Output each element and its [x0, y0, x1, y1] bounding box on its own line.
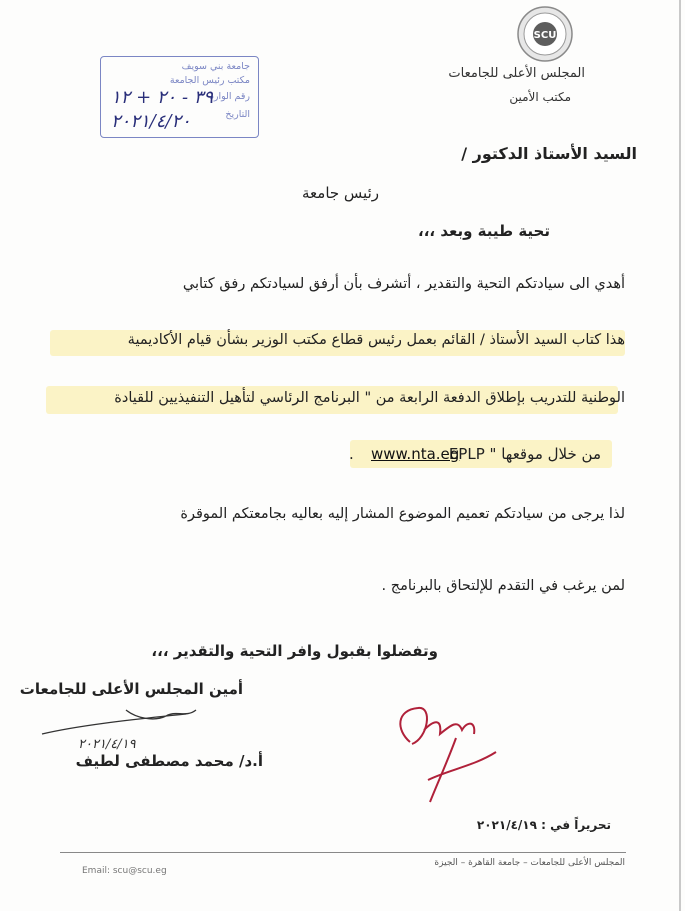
initials-signature [36, 700, 216, 752]
council-name: المجلس الأعلى للجامعات [448, 66, 585, 81]
body-line-2: هذا كتاب السيد الأستاذ / القائم بعمل رئيس قطاع مكتب الوزير بشأن قيام الأكاديمية [127, 332, 625, 348]
stamp-office: مكتب رئيس الجامعة [169, 75, 250, 86]
stamp-date-handwritten: ٢٠٢١/٤/٢٠ [111, 111, 191, 132]
program-text: EPLP " من خلال موقعها [448, 445, 601, 463]
signatory-name: أ.د/ محمد مصطفى لطيف [75, 752, 263, 770]
body-line-3: الوطنية للتدريب بإطلاق الدفعة الرابعة من " البرنامج الرئاسي لتأهيل التنفيذيين للقيادة [114, 390, 625, 406]
request-line-1: لذا يرجى من سيادتكم تعميم الموضوع المشار إليه بعاليه بجامعتكم الموقرة [180, 506, 625, 522]
stamp-number-label: رقم الوارد [209, 91, 250, 102]
request-line-2: لمن يرغب في التقدم للإلتحاق بالبرنامج . [381, 578, 625, 594]
footer-divider [60, 852, 626, 853]
stamp-date-label: التاريخ [225, 109, 250, 120]
council-logo [509, 6, 581, 66]
website-link[interactable]: www.nta.eg [371, 445, 460, 463]
footer-address: المجلس الأعلى للجامعات – جامعة القاهرة – الجيزة [434, 858, 625, 868]
line-end-period: . [349, 445, 354, 463]
body-line-1: أهدي الى سيادتكم التحية والتقدير ، أتشرف بأن أرفق لسيادتكم رفق كتابي [182, 276, 625, 292]
stamp-number-handwritten: ٣٩ - ٢٠ + ١٢ [111, 87, 214, 108]
page-edge-rule [679, 0, 681, 911]
signature [378, 690, 508, 810]
office-name: مكتب الأمين [509, 90, 571, 104]
issue-date: تحريراً في : ٢٠٢١/٤/١٩ [476, 818, 611, 832]
addressee-title: السيد الأستاذ الدكتور / [461, 144, 637, 163]
addressee-role: رئيس جامعة [302, 184, 379, 202]
received-stamp [100, 56, 259, 138]
closing-line: وتفضلوا بقبول وافر التحية والتقدير ،،، [151, 642, 438, 660]
stamp-university: جامعة بني سويف [181, 61, 250, 72]
greeting: تحية طيبة وبعد ،،، [418, 222, 550, 240]
footer-email: Email: scu@scu.eg [82, 866, 167, 876]
signatory-title: أمين المجلس الأعلى للجامعات [19, 680, 243, 698]
initials-date: ٢٠٢١/٤/١٩ [78, 737, 136, 752]
logo-text: SCU [533, 30, 557, 41]
body-line-4 [349, 441, 603, 469]
